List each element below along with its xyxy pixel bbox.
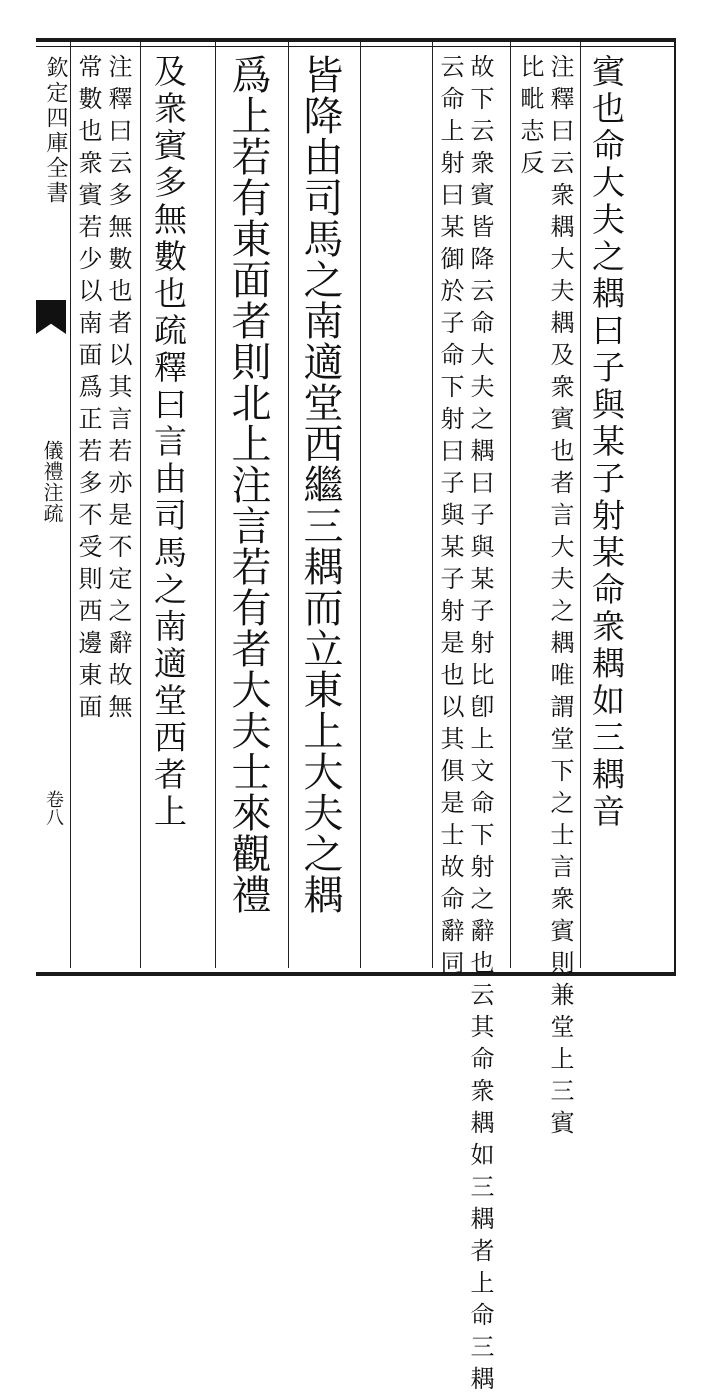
column-rule <box>580 42 581 968</box>
text-column-7-left: 常數也衆賓若少以南面爲正若多不受則西邊東面 <box>74 54 102 726</box>
text-column-3-left: 云命上射曰某御於子命下射曰子與某子射是也以其俱是士故命辭同 <box>436 54 464 982</box>
text-column-3 <box>438 54 492 1398</box>
text-column-3-right: 故下云衆賓皆降云命大夫之耦曰子與某子射比卽上文命下射之辭也云其命衆耦如三耦者上命三耦 <box>466 54 494 1398</box>
margin-book-title: 儀禮注疏 <box>40 440 64 524</box>
column-rule <box>360 42 361 968</box>
margin-series-title: 欽定四庫全書 <box>43 56 68 206</box>
column-rule <box>510 42 511 968</box>
text-column-2-right: 注釋曰云衆耦大夫耦及衆賓也者言大夫之耦唯謂堂下之士言衆賓則兼堂上三賓 <box>546 54 574 1142</box>
margin-volume: 卷八 <box>43 790 64 826</box>
text-column-7-right: 注釋曰云多無數也者以其言若亦是不定之辭故無 <box>104 54 132 726</box>
column-rule <box>288 42 289 968</box>
text-column-2 <box>518 54 572 1142</box>
column-rule <box>140 42 141 968</box>
text-column-6: 及衆賓多無數也疏釋曰言由司馬之南適堂西者上 <box>149 54 188 831</box>
text-column-1: 賓也命大夫之耦曰子與某子射某命衆耦如三耦音 <box>587 54 626 831</box>
text-column-2-left: 比毗志反 <box>516 54 544 182</box>
text-column-4: 皆降由司馬之南適堂西繼三耦而立東上大夫之耦 <box>297 54 343 915</box>
text-column-5: 爲上若有東面者則北上注言若有者大夫士來觀禮 <box>225 54 271 915</box>
text-column-7 <box>76 54 130 726</box>
column-rule <box>215 42 216 968</box>
column-rule <box>432 42 433 968</box>
